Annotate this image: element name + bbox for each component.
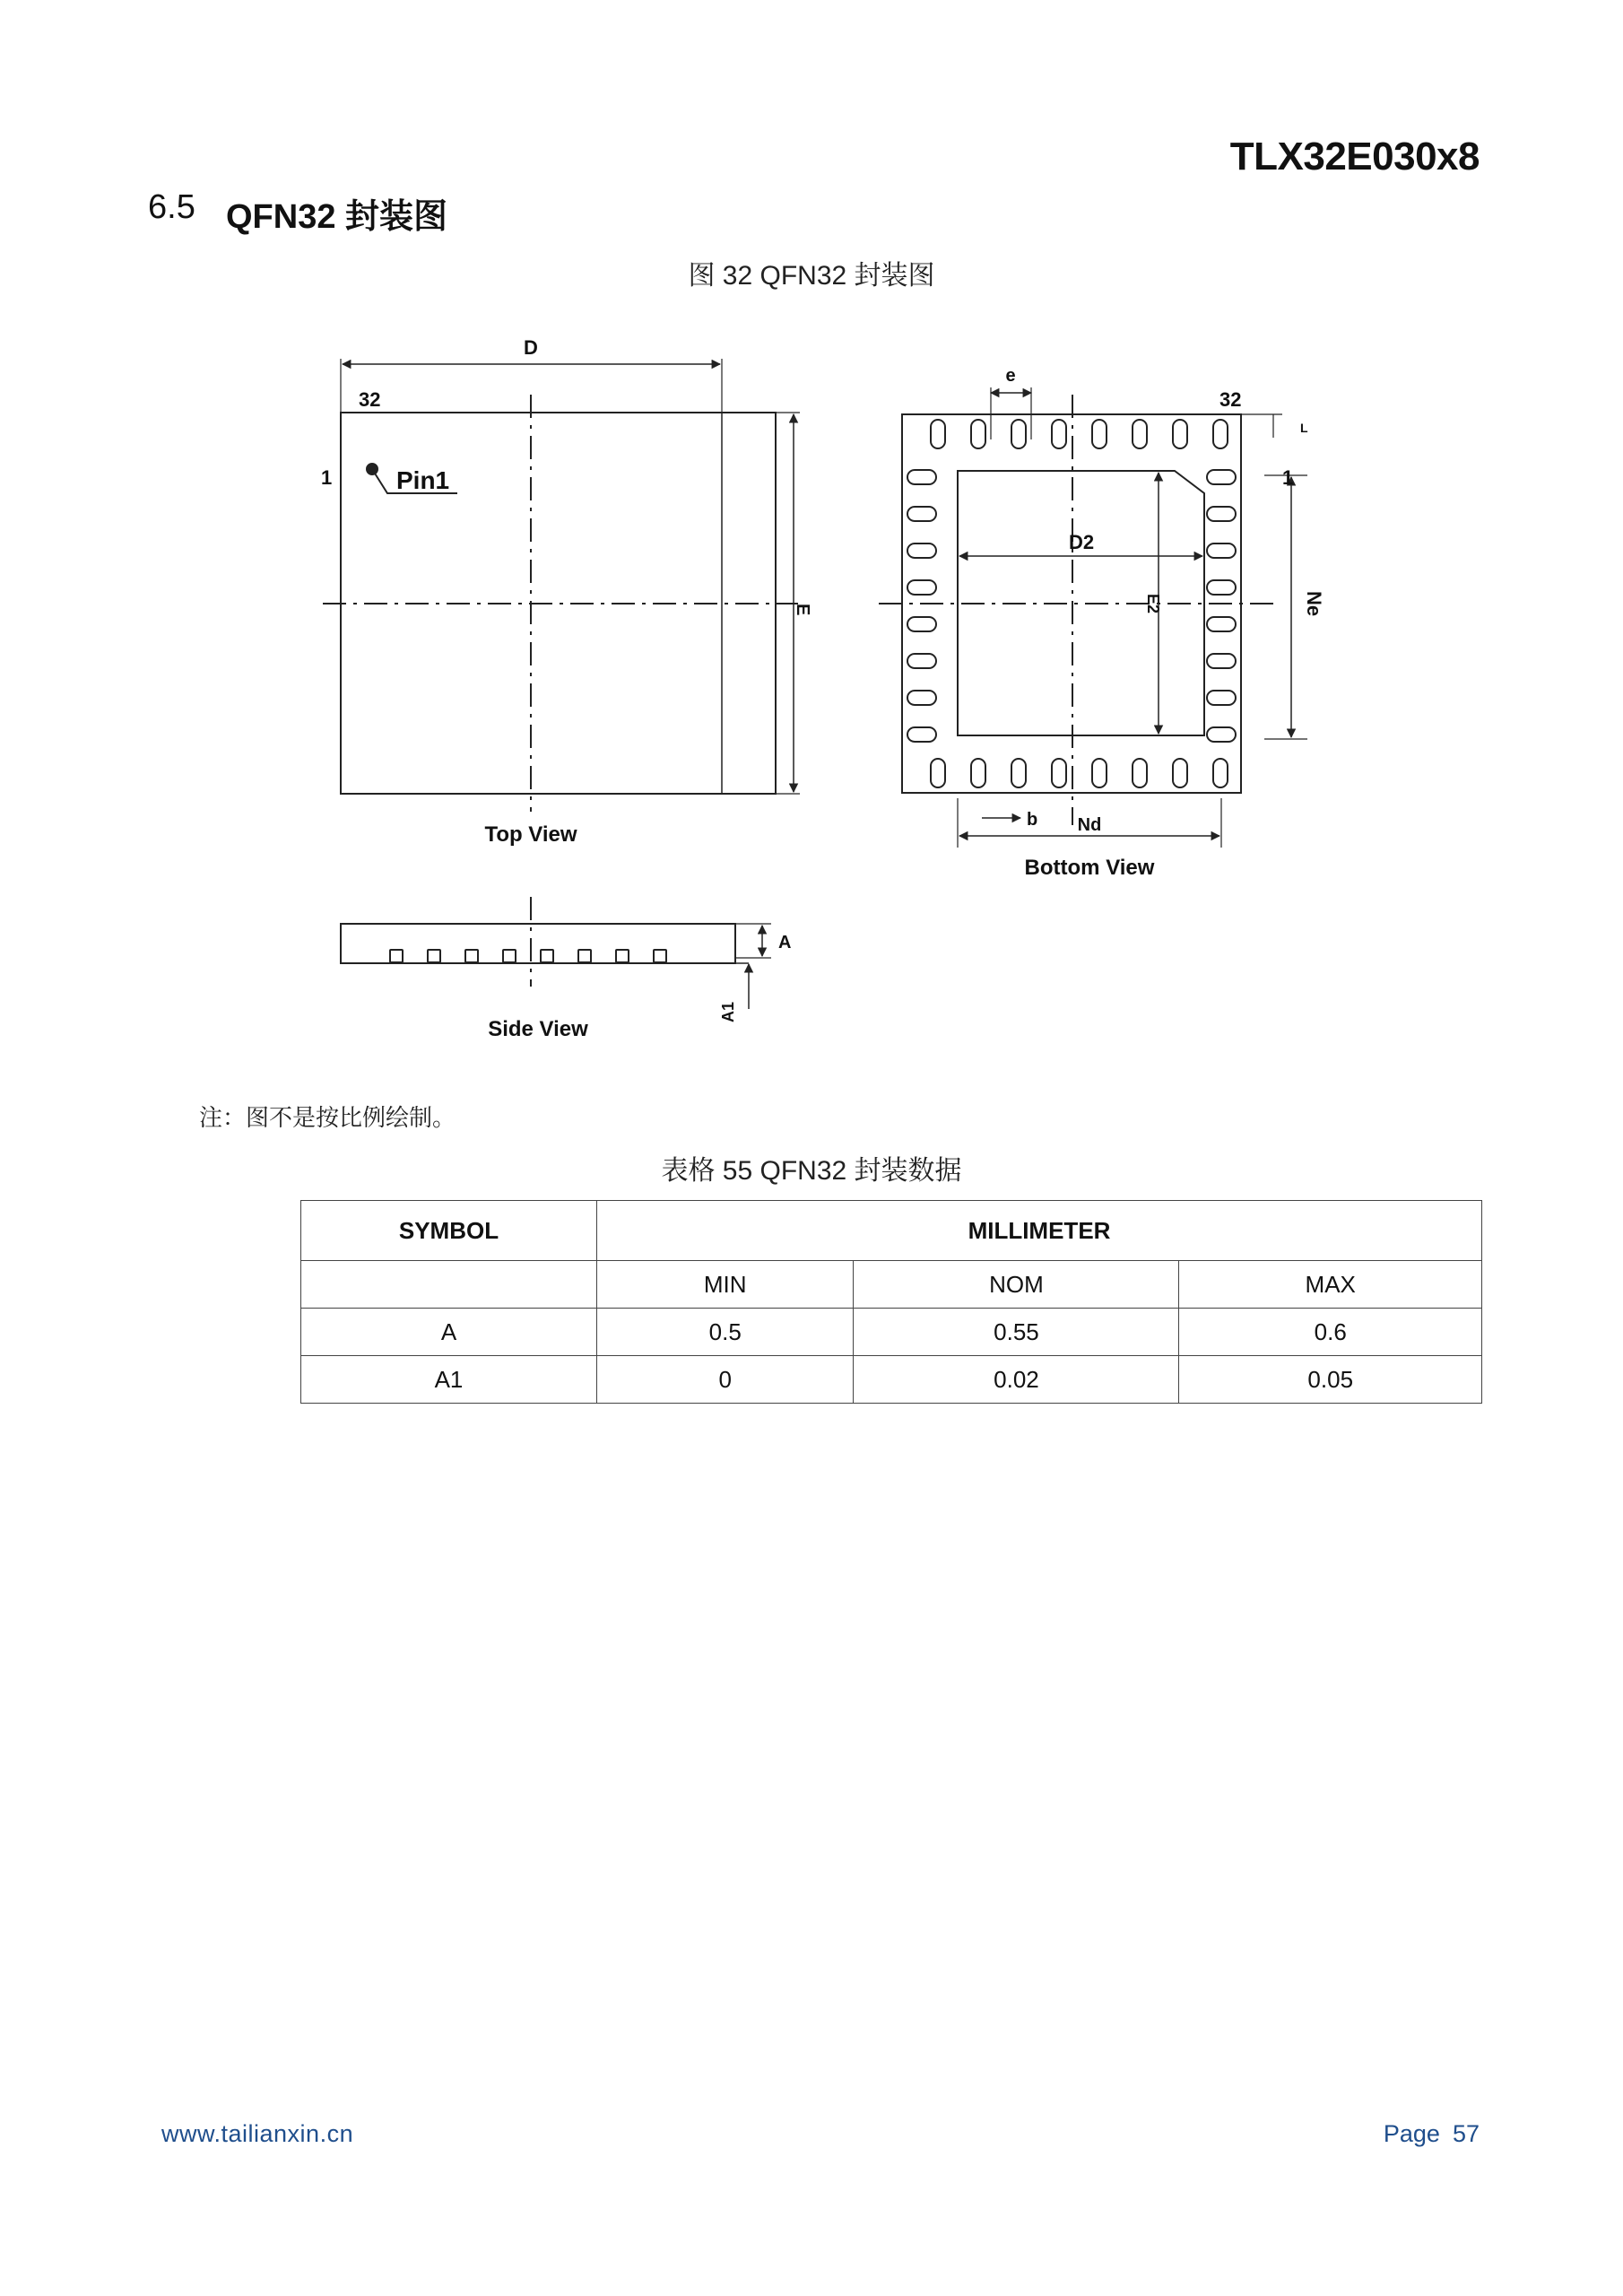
cell-min: 0 <box>597 1356 854 1404</box>
cell-max: 0.6 <box>1179 1309 1482 1356</box>
section-title: QFN32 封装图 <box>226 198 448 236</box>
label-L: L <box>1300 421 1308 435</box>
header-millimeter: MILLIMETER <box>597 1201 1482 1261</box>
pad-right <box>1207 727 1236 742</box>
label-pin32-top: 32 <box>359 388 381 411</box>
pad-top <box>1052 420 1066 448</box>
pad-top <box>1213 420 1228 448</box>
pad-side <box>503 950 516 962</box>
pad-bottom <box>931 759 945 787</box>
pad-top <box>971 420 985 448</box>
pad-right <box>1207 580 1236 595</box>
footer-page <box>1384 2120 1480 2148</box>
pad-bottom <box>971 759 985 787</box>
pad-right <box>1207 507 1236 521</box>
label-A: A <box>778 933 792 952</box>
pad-side <box>654 950 666 962</box>
cell-nom: 0.02 <box>854 1356 1179 1404</box>
label-pin32-bottom: 32 <box>1219 388 1242 411</box>
subheader-min: MIN <box>597 1261 854 1309</box>
label-pin1-mark: 1 <box>321 466 333 489</box>
pad-bottom <box>1092 759 1107 787</box>
pad-top <box>1133 420 1147 448</box>
table-caption: 表格 55 QFN32 封装数据 <box>661 1156 962 1186</box>
label-side-view: Side View <box>488 1017 588 1041</box>
pad-left <box>907 727 936 742</box>
pad-side <box>428 950 440 962</box>
pad-side <box>616 950 629 962</box>
section-number: 6.5 <box>148 188 195 226</box>
pad-left <box>907 691 936 705</box>
pad-side <box>578 950 591 962</box>
pad-right <box>1207 654 1236 668</box>
label-D2: D2 <box>1068 531 1095 553</box>
label-top-view: Top View <box>484 822 577 847</box>
header-symbol: SYMBOL <box>301 1201 597 1261</box>
pad-left <box>907 470 936 484</box>
table-row <box>301 1356 1482 1404</box>
page-label: Page <box>1383 2120 1440 2147</box>
pad-left <box>907 507 936 521</box>
cell-nom: 0.55 <box>854 1309 1179 1356</box>
pad-bottom <box>1213 759 1228 787</box>
pad-left <box>907 544 936 558</box>
pad-right <box>1207 544 1236 558</box>
pad-bottom <box>1052 759 1066 787</box>
pad-bottom <box>1173 759 1187 787</box>
pad-right <box>1207 617 1236 631</box>
qfn32-package-drawing <box>296 323 1363 1058</box>
table-header-row <box>301 1201 1482 1261</box>
cell-symbol: A <box>301 1309 597 1356</box>
label-bottom-view: Bottom View <box>1024 856 1155 880</box>
label-b: b <box>1027 810 1038 830</box>
cell-min: 0.5 <box>597 1309 854 1356</box>
pad-bottom <box>1011 759 1026 787</box>
label-E: E <box>793 604 812 616</box>
label-E2: E2 <box>1144 593 1162 614</box>
pad-side <box>465 950 478 962</box>
label-pin1-bottom: 1 <box>1282 466 1294 489</box>
drawing-note: 注：图不是按比例绘制。 <box>199 1104 456 1131</box>
label-A1: A1 <box>719 1001 737 1022</box>
subheader-blank <box>301 1261 597 1309</box>
label-D: D <box>524 336 538 359</box>
dimension-table <box>300 1200 1482 1404</box>
pad-top <box>1011 420 1026 448</box>
cell-symbol: A1 <box>301 1356 597 1404</box>
page-number: 57 <box>1452 2120 1480 2147</box>
pad-top <box>931 420 945 448</box>
pad-top <box>1092 420 1107 448</box>
label-Nd: Nd <box>1077 815 1102 835</box>
pad-right <box>1207 691 1236 705</box>
label-pin1: Pin1 <box>396 466 450 494</box>
pad-side <box>541 950 553 962</box>
pad-bottom <box>1133 759 1147 787</box>
pad-left <box>907 654 936 668</box>
pad-left <box>907 617 936 631</box>
label-Ne: Ne <box>1303 590 1325 617</box>
subheader-max: MAX <box>1179 1261 1482 1309</box>
pad-right <box>1207 470 1236 484</box>
table-row <box>301 1309 1482 1356</box>
figure-caption: 图 32 QFN32 封装图 <box>688 261 935 291</box>
subheader-nom: NOM <box>854 1261 1179 1309</box>
document-title: TLX32E030x8 <box>1229 135 1480 178</box>
pad-side <box>390 950 403 962</box>
table-subheader-row <box>301 1261 1482 1309</box>
footer-website[interactable]: www.tailianxin.cn <box>161 2120 354 2147</box>
cell-max: 0.05 <box>1179 1356 1482 1404</box>
pad-left <box>907 580 936 595</box>
pad-top <box>1173 420 1187 448</box>
label-e: e <box>1005 366 1016 386</box>
